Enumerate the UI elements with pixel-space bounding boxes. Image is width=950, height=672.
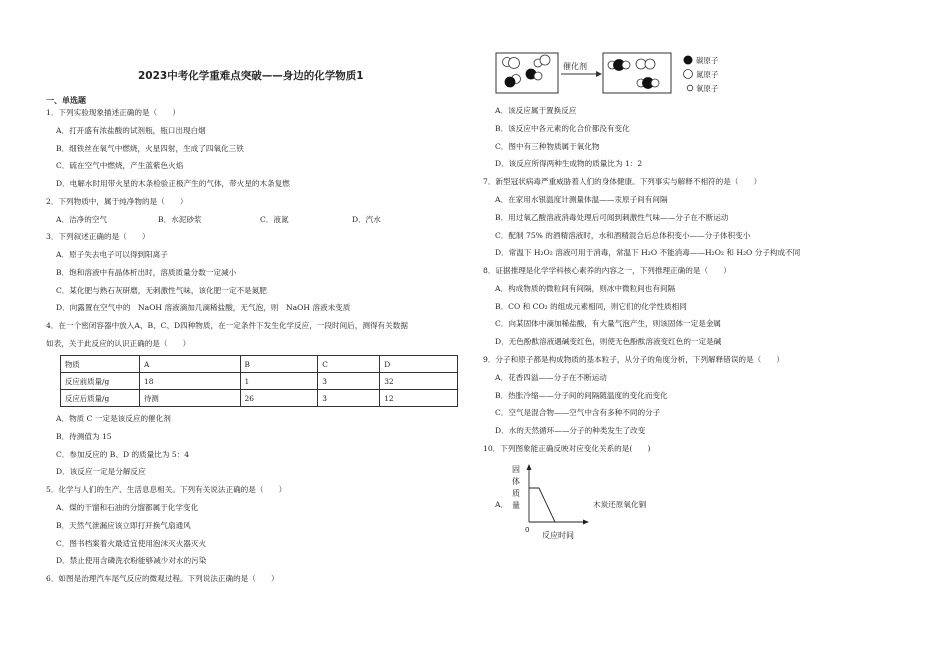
question-8-option-b[interactable]: B．CO 和 CO₂ 的组成元素相同，则它们的化学性质相同 (495, 302, 687, 311)
question-4-stem-line2: 如表，关于此反应的认识正确的是（ ） (46, 339, 191, 348)
question-3-option-a[interactable]: A．原子失去电子可以得到阳离子 (56, 250, 168, 259)
x-axis-arrow-icon (583, 520, 589, 525)
question-4-option-d[interactable]: D．该反应一定是分解反应 (56, 467, 146, 476)
question-6-stem: 6．如图是治理汽车尾气反应的微观过程。下列说法正确的是（ ） (46, 574, 279, 583)
legend-oxygen-label: 氧原子 (696, 84, 719, 93)
section-heading: 一、单选题 (46, 96, 86, 105)
question-5-stem: 5．化学与人们的生产、生活息息相关。下列有关说法正确的是（ ） (46, 485, 287, 494)
nitrogen-atom-icon (636, 59, 646, 69)
nitrogen-atom-icon (645, 59, 655, 69)
question-10-stem: 10．下列图象能正确反映对应变化关系的是( ) (483, 444, 651, 453)
question-6-option-b[interactable]: B．该反应中各元素的化合价都没有变化 (495, 124, 630, 133)
question-1-option-c[interactable]: C．硫在空气中燃烧，产生蓝紫色火焰 (56, 161, 184, 170)
table-cell: 反应前质量/g (61, 373, 140, 390)
graph-origin-label: 0 (525, 526, 530, 534)
legend-nitrogen-label: 氮原子 (696, 70, 719, 79)
question-4-option-a[interactable]: A．物质 C 一定是该反应的催化剂 (56, 414, 171, 423)
y-axis-arrow-icon (527, 464, 532, 470)
question-7-option-d[interactable]: D．常温下 H₂O₂ 溶液可用于消毒，常温下 H₂O 不能消毒——H₂O₂ 和 H₂O 分子构成不同 (495, 248, 801, 257)
question-7-stem: 7．新型冠状病毒严重威胁着人们的身体健康。下列事实与解释不相符的是（ ） (483, 177, 762, 186)
question-9-option-b[interactable]: B．热胀冷缩——分子间的间隔随温度的变化而变化 (495, 391, 668, 400)
question-7-option-b[interactable]: B．用过氧乙酸溶液消毒处理后可闻到刺激性气味——分子在不断运动 (495, 213, 729, 222)
catalyst-label: 催化剂 (563, 62, 587, 71)
table-cell: 12 (380, 390, 458, 407)
question-9-stem: 9．分子和原子都是构成物质的基本粒子，从分子的角度分析，下列解释错误的是（ ） (483, 355, 784, 364)
question-5-option-b[interactable]: B．天然气泄漏应该立即打开换气扇通风 (56, 521, 191, 530)
question-1-option-a[interactable]: A．打开盛有浓盐酸的试剂瓶，瓶口出现白烟 (56, 126, 206, 135)
table-cell: 物质 (61, 356, 140, 373)
question-5-option-c[interactable]: C．图书档案着火最适宜使用泡沫灭火器灭火 (56, 539, 207, 548)
question-1-option-b[interactable]: B．细铁丝在氧气中燃烧，火星四射，生成了四氧化三铁 (56, 144, 244, 153)
oxygen-atom-icon (622, 61, 630, 69)
question-2-option-d[interactable]: D．汽水 (352, 215, 381, 224)
legend-carbon-label: 碳原子 (696, 56, 719, 65)
question-2-option-a[interactable]: A．洁净的空气 (56, 215, 108, 224)
table-cell: D (380, 356, 458, 373)
nitrogen-atom-icon (509, 58, 520, 69)
question-1-option-d[interactable]: D．电解水时用带火星的木条检验正极产生的气体，带火星的木条复燃 (56, 179, 290, 188)
question-8-option-d[interactable]: D．无色酚酞溶液遇碱变红色，则使无色酚酞溶液变红色的一定是碱 (495, 337, 722, 346)
question-9-option-d[interactable]: D．水的天然循环——分子的种类发生了改变 (495, 426, 646, 435)
table-cell: 1 (240, 373, 318, 390)
legend-nitrogen-icon (684, 70, 693, 79)
question-4-stem-line1: 4．在一个密闭容器中放入A、B、C、D四种物质，在一定条件下发生化学反应，一段时间后，测得有关数据 (46, 321, 408, 330)
carbon-atom-icon (505, 77, 515, 87)
legend-carbon-icon (684, 56, 693, 65)
question-7-option-c[interactable]: C．配制 75% 的酒精溶液时，水和酒精混合后总体积变小——分子体积变小 (495, 231, 751, 240)
table-header-row (61, 356, 458, 373)
graph-ylabel-char: 体 (512, 477, 520, 486)
graph-xlabel: 反应时间 (542, 531, 574, 540)
question-2-stem: 2．下列物质中，属于纯净物的是（ ） (46, 197, 188, 206)
oxygen-atom-icon (534, 72, 542, 80)
graph-curve (529, 488, 555, 522)
question-4-option-c[interactable]: C．参加反应的 B、D 的质量比为 5：4 (56, 450, 190, 459)
question-3-option-d[interactable]: D．向露置在空气中的 NaOH 溶液滴加几滴稀盐酸，无气泡，则 NaOH 溶液未变质 (56, 303, 351, 312)
table-row (61, 390, 458, 407)
question-9-option-c[interactable]: C．空气是混合物——空气中含有多种不同的分子 (495, 408, 661, 417)
question-6-option-a[interactable]: A．该反应属于置换反应 (495, 106, 577, 115)
question-3-stem: 3．下列叙述正确的是（ ） (46, 232, 150, 241)
table-cell: B (240, 356, 318, 373)
question-8-option-c[interactable]: C．向某固体中滴加稀盐酸，有大量气泡产生，则该固体一定是金属 (495, 319, 722, 328)
question-6-option-c[interactable]: C．图中有三种物质属于氧化物 (495, 142, 600, 151)
graph-ylabel-char: 量 (512, 501, 520, 510)
graph-ylabel-char: 质 (512, 489, 520, 498)
question-2-option-c[interactable]: C．液氮 (260, 215, 289, 224)
question-6-option-d[interactable]: D．该反应所得两种生成物的质量比为 1：2 (495, 159, 643, 168)
question-10-graph (507, 462, 607, 542)
question-7-option-a[interactable]: A．在家用水银温度计测量体温——汞原子间有间隔 (495, 195, 668, 204)
table-cell: 反应后质量/g (61, 390, 140, 407)
reaction-diagram (493, 50, 733, 96)
question-9-option-a[interactable]: A．花香四溢——分子在不断运动 (495, 373, 607, 382)
question-5-option-a[interactable]: A．煤的干馏和石油的分馏都属于化学变化 (56, 503, 199, 512)
question-3-option-b[interactable]: B．饱和溶液中有晶体析出时，溶质质量分数一定减小 (56, 268, 237, 277)
graph-ylabel-char: 固 (512, 465, 520, 474)
table-cell: 18 (140, 373, 241, 390)
question-3-option-c[interactable]: C．某化肥与熟石灰研磨，无刺激性气味，该化肥一定不是氮肥 (56, 286, 267, 295)
page-title: 2023中考化学重难点突破——身边的化学物质1 (138, 70, 364, 82)
question-4-option-b[interactable]: B．待测值为 15 (56, 432, 112, 441)
question-10-option-a-caption: 木炭还原氧化铜 (593, 500, 647, 509)
question-8-stem: 8．证据推理是化学学科核心素养的内容之一，下列推理正确的是（ ） (483, 266, 731, 275)
question-2-option-b[interactable]: B．水泥砂浆 (158, 215, 202, 224)
table-cell: 26 (240, 390, 318, 407)
arrow-head-icon (596, 71, 602, 77)
table-cell: A (140, 356, 241, 373)
table-cell: 待测 (140, 390, 241, 407)
oxygen-atom-icon (651, 79, 659, 87)
table-cell: 3 (318, 390, 380, 407)
question-8-option-a[interactable]: A．构成物质的微粒间有间隔，则冰中微粒间也有间隔 (495, 284, 676, 293)
legend-oxygen-icon (687, 85, 693, 91)
table-cell: 3 (318, 373, 380, 390)
table-row (61, 373, 458, 390)
question-10-option-a[interactable]: A． (495, 500, 509, 509)
nitrogen-atom-icon (540, 55, 550, 65)
table-cell: 32 (380, 373, 458, 390)
question-1-stem: 1．下列实验现象描述正确的是（ ） (46, 108, 180, 117)
question-5-option-d[interactable]: D．禁止使用含磷洗衣粉能够减少对水的污染 (56, 556, 207, 565)
question-4-data-table (60, 355, 458, 407)
product-box (603, 53, 671, 93)
table-cell: C (318, 356, 380, 373)
